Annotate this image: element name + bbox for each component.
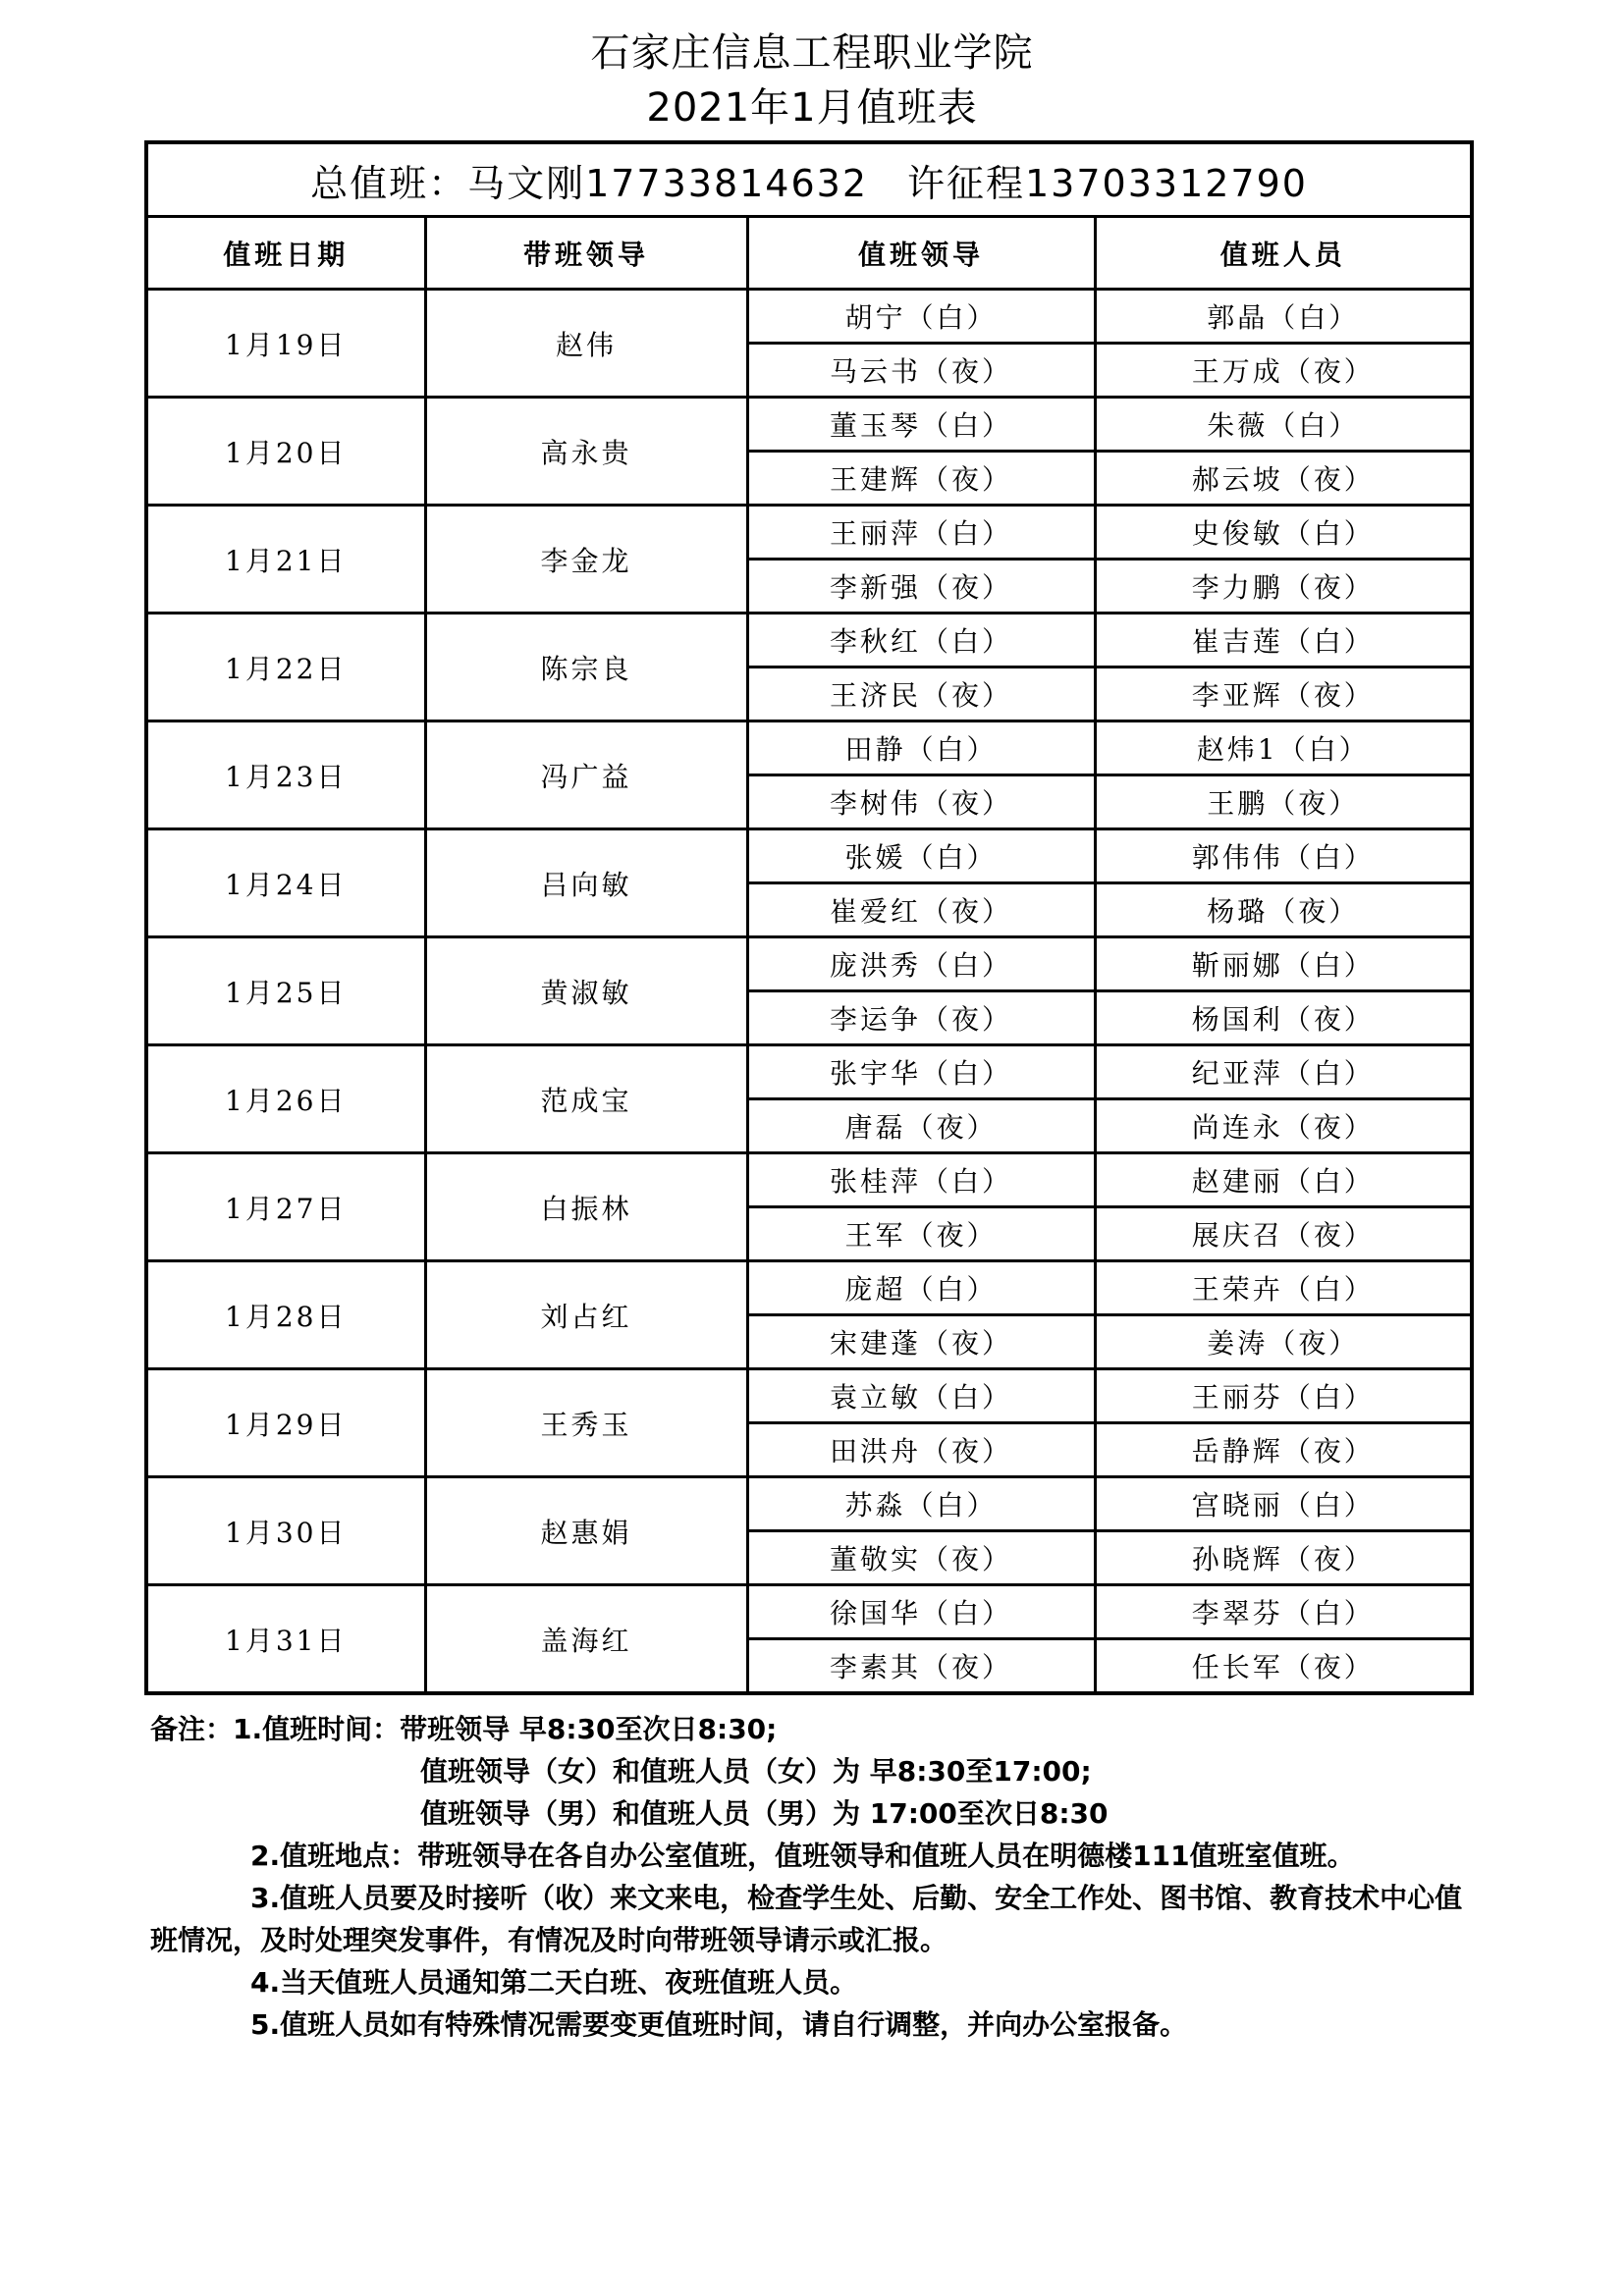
- duty-leader-night: 田洪舟（夜）: [747, 1423, 1095, 1477]
- notes-section: [150, 1708, 1471, 2046]
- duty-date: 1月31日: [146, 1585, 425, 1694]
- duty-leader-day: 庞洪秀（白）: [747, 937, 1095, 991]
- duty-leader-night: 李运争（夜）: [747, 991, 1095, 1045]
- note-3: 3.值班人员要及时接听（收）来文来电，检查学生处、后勤、安全工作处、图书馆、教育技术中心值班情况，及时处理突发事件，有情况及时向带班领导请示或汇报。: [150, 1882, 1463, 1956]
- duty-staff-day: 纪亚萍（白）: [1095, 1045, 1472, 1099]
- duty-staff-day: 崔吉莲（白）: [1095, 614, 1472, 667]
- duty-date: 1月22日: [146, 614, 425, 721]
- note-1-female: 值班领导（女）和值班人员（女）为 早8:30至17:00;: [420, 1755, 1092, 1788]
- duty-leader-night: 崔爱红（夜）: [747, 883, 1095, 937]
- table-row: [146, 1585, 1472, 1639]
- leading-officer: 黄淑敏: [425, 937, 747, 1045]
- duty-leader-night: 宋建蓬（夜）: [747, 1315, 1095, 1369]
- duty-leader-day: 张桂萍（白）: [747, 1153, 1095, 1207]
- header-date: 值班日期: [146, 217, 425, 290]
- duty-date: 1月30日: [146, 1477, 425, 1585]
- note-4: 4.当天值班人员通知第二天白班、夜班值班人员。: [250, 1966, 858, 1999]
- duty-leader-day: 李秋红（白）: [747, 614, 1095, 667]
- duty-leader-day: 庞超（白）: [747, 1261, 1095, 1315]
- duty-leader-night: 李新强（夜）: [747, 560, 1095, 614]
- duty-leader-night: 王军（夜）: [747, 1207, 1095, 1261]
- leading-officer: 范成宝: [425, 1045, 747, 1153]
- duty-date: 1月21日: [146, 506, 425, 614]
- duty-date: 1月27日: [146, 1153, 425, 1261]
- leading-officer: 吕向敏: [425, 829, 747, 937]
- duty-date: 1月24日: [146, 829, 425, 937]
- table-row: [146, 721, 1472, 775]
- duty-date: 1月19日: [146, 290, 425, 398]
- duty-leader-night: 李素其（夜）: [747, 1639, 1095, 1694]
- duty-leader-night: 王建辉（夜）: [747, 452, 1095, 506]
- duty-staff-night: 孙晓辉（夜）: [1095, 1531, 1472, 1585]
- duty-date: 1月25日: [146, 937, 425, 1045]
- duty-leader-day: 王丽萍（白）: [747, 506, 1095, 560]
- duty-staff-day: 史俊敏（白）: [1095, 506, 1472, 560]
- duty-staff-night: 姜涛（夜）: [1095, 1315, 1472, 1369]
- duty-staff-night: 岳静辉（夜）: [1095, 1423, 1472, 1477]
- duty-date: 1月20日: [146, 398, 425, 506]
- header-duty-leader: 值班领导: [747, 217, 1095, 290]
- table-row: [146, 1477, 1472, 1531]
- duty-leader-night: 唐磊（夜）: [747, 1099, 1095, 1153]
- note-5: 5.值班人员如有特殊情况需要变更值班时间，请自行调整，并向办公室报备。: [250, 2008, 1188, 2041]
- duty-date: 1月28日: [146, 1261, 425, 1369]
- note-1-male: 值班领导（男）和值班人员（男）为 17:00至次日8:30: [420, 1797, 1109, 1830]
- table-row: [146, 937, 1472, 991]
- table-row: [146, 1369, 1472, 1423]
- duty-staff-night: 展庆召（夜）: [1095, 1207, 1472, 1261]
- leading-officer: 赵伟: [425, 290, 747, 398]
- duty-leader-day: 苏淼（白）: [747, 1477, 1095, 1531]
- duty-leader-day: 袁立敏（白）: [747, 1369, 1095, 1423]
- document-subtitle: 2021年1月值班表: [646, 85, 978, 131]
- duty-leader-night: 李树伟（夜）: [747, 775, 1095, 829]
- duty-staff-day: 王丽芬（白）: [1095, 1369, 1472, 1423]
- duty-staff-night: 郝云坡（夜）: [1095, 452, 1472, 506]
- table-row: [146, 829, 1472, 883]
- duty-staff-night: 杨国利（夜）: [1095, 991, 1472, 1045]
- duty-staff-day: 赵炜1（白）: [1095, 721, 1472, 775]
- leading-officer: 赵惠娟: [425, 1477, 747, 1585]
- leading-officer: 白振林: [425, 1153, 747, 1261]
- duty-staff-night: 李亚辉（夜）: [1095, 667, 1472, 721]
- duty-staff-day: 赵建丽（白）: [1095, 1153, 1472, 1207]
- duty-schedule-table: [144, 140, 1474, 1695]
- header-duty-staff: 值班人员: [1095, 217, 1472, 290]
- duty-staff-night: 尚连永（夜）: [1095, 1099, 1472, 1153]
- header-leading-officer: 带班领导: [425, 217, 747, 290]
- duty-staff-night: 李力鹏（夜）: [1095, 560, 1472, 614]
- duty-leader-night: 王济民（夜）: [747, 667, 1095, 721]
- duty-staff-night: 杨璐（夜）: [1095, 883, 1472, 937]
- duty-date: 1月29日: [146, 1369, 425, 1477]
- duty-staff-day: 郭晶（白）: [1095, 290, 1472, 344]
- duty-staff-day: 宫晓丽（白）: [1095, 1477, 1472, 1531]
- leading-officer: 李金龙: [425, 506, 747, 614]
- duty-leader-night: 马云书（夜）: [747, 344, 1095, 398]
- duty-date: 1月26日: [146, 1045, 425, 1153]
- table-row: [146, 1045, 1472, 1099]
- table-row: [146, 1153, 1472, 1207]
- table-row: [146, 398, 1472, 452]
- leading-officer: 高永贵: [425, 398, 747, 506]
- duty-leader-day: 张媛（白）: [747, 829, 1095, 883]
- duty-leader-day: 张宇华（白）: [747, 1045, 1095, 1099]
- leading-officer: 盖海红: [425, 1585, 747, 1694]
- leading-officer: 冯广益: [425, 721, 747, 829]
- leading-officer: 刘占红: [425, 1261, 747, 1369]
- table-row: [146, 290, 1472, 344]
- note-1: 备注：1.值班时间：带班领导 早8:30至次日8:30;: [150, 1713, 778, 1745]
- leading-officer: 王秀玉: [425, 1369, 747, 1477]
- table-row: [146, 1261, 1472, 1315]
- duty-staff-day: 王荣卉（白）: [1095, 1261, 1472, 1315]
- duty-leader-day: 徐国华（白）: [747, 1585, 1095, 1639]
- duty-staff-day: 李翠芬（白）: [1095, 1585, 1472, 1639]
- duty-staff-night: 任长军（夜）: [1095, 1639, 1472, 1694]
- duty-leader-day: 田静（白）: [747, 721, 1095, 775]
- duty-staff-night: 王万成（夜）: [1095, 344, 1472, 398]
- note-2: 2.值班地点：带班领导在各自办公室值班，值班领导和值班人员在明德楼111值班室值班。: [250, 1840, 1355, 1872]
- duty-leader-day: 胡宁（白）: [747, 290, 1095, 344]
- duty-date: 1月23日: [146, 721, 425, 829]
- duty-staff-day: 朱薇（白）: [1095, 398, 1472, 452]
- table-row: [146, 506, 1472, 560]
- document-title: 石家庄信息工程职业学院: [590, 30, 1034, 76]
- duty-staff-day: 郭伟伟（白）: [1095, 829, 1472, 883]
- chief-duty-contacts: 总值班：马文刚17733814632 许征程13703312790: [146, 142, 1472, 217]
- duty-staff-day: 靳丽娜（白）: [1095, 937, 1472, 991]
- duty-leader-night: 董敬实（夜）: [747, 1531, 1095, 1585]
- table-row: [146, 614, 1472, 667]
- duty-staff-night: 王鹏（夜）: [1095, 775, 1472, 829]
- header-row: [146, 217, 1472, 290]
- leading-officer: 陈宗良: [425, 614, 747, 721]
- duty-leader-day: 董玉琴（白）: [747, 398, 1095, 452]
- summary-row: [146, 142, 1472, 217]
